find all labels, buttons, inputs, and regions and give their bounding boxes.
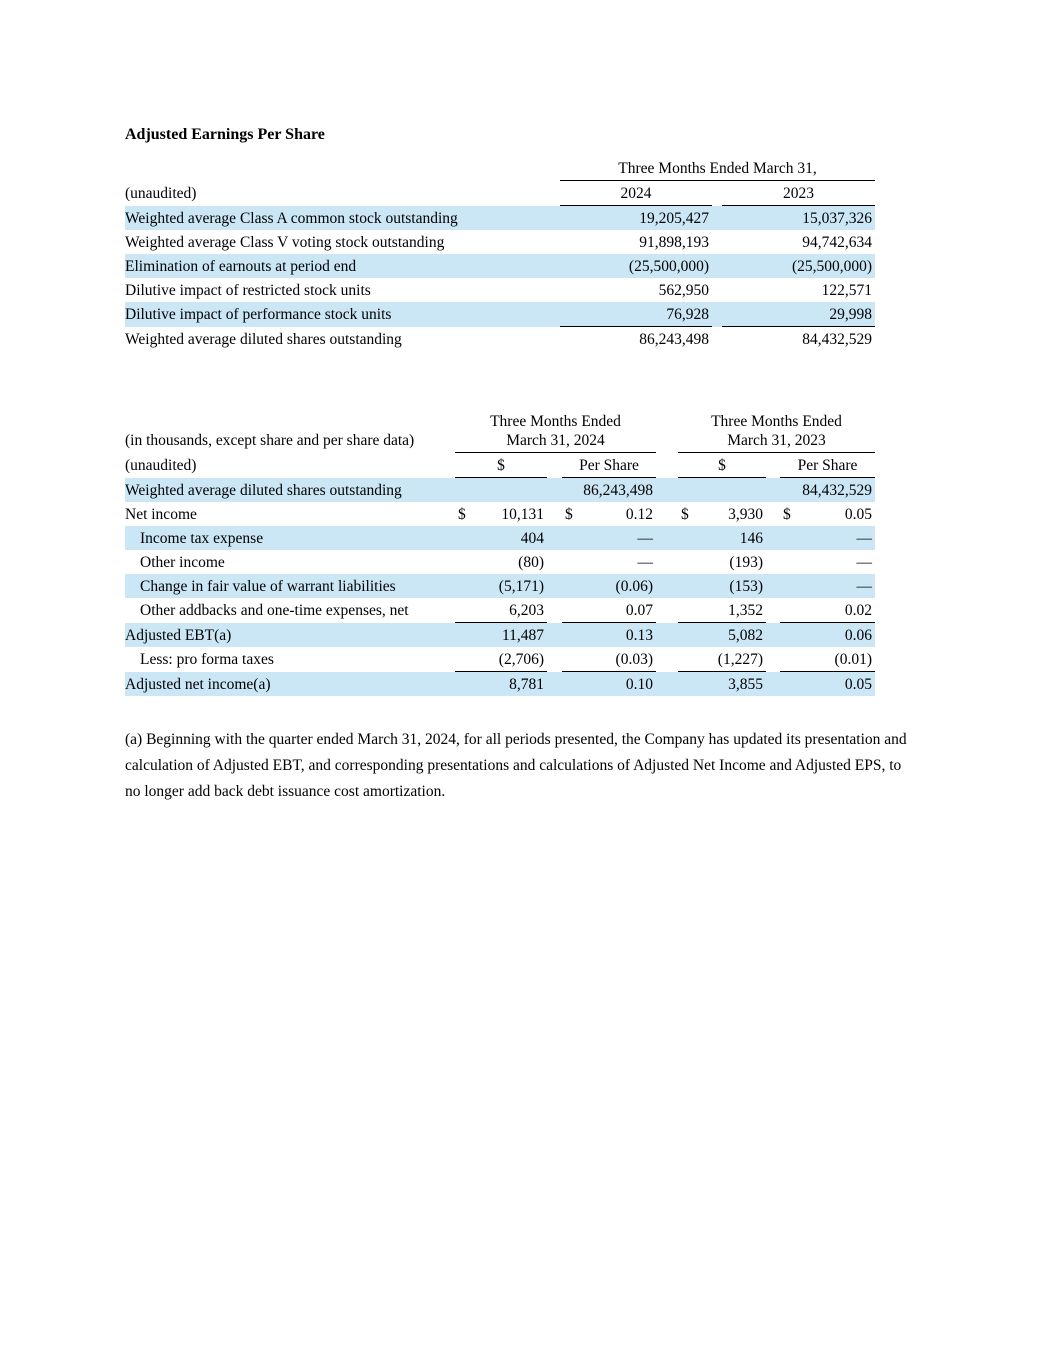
row-label: Less: pro forma taxes [140,651,274,668]
column-gap [547,526,562,550]
per-share-2023: — [856,553,872,571]
group-gap [656,672,678,697]
amount-2024: (5,171) [471,574,547,598]
group-gap [656,647,678,672]
row-label: Weighted average diluted shares outstanding [125,330,402,348]
column-gap [712,302,722,327]
column-gap [766,550,780,574]
column-gap [712,181,722,206]
per-share-2023: 0.05 [844,505,872,523]
column-gap [766,623,780,648]
column-gap [547,672,562,697]
dollar-sign [455,550,471,574]
row-label: Dilutive impact of performance stock units [125,302,560,327]
group-gap [656,478,678,503]
per-share-2024: — [637,553,653,571]
table-row [125,502,875,526]
group-gap [656,453,678,478]
dollar-sign [678,598,694,623]
document-content [125,126,915,805]
section-title: Adjusted Earnings Per Share [125,126,325,143]
row-label: Adjusted EBT(a) [125,623,455,648]
per-share-2023: 0.05 [796,672,875,697]
value-2023: 122,571 [821,281,873,299]
dollar-sign [780,672,796,697]
group-gap [656,598,678,623]
period-header: Three Months Ended March 31, [560,156,875,181]
table-row [125,478,875,503]
column-gap [766,453,780,478]
per-share-2024: — [578,526,656,550]
group-header-2024 [455,409,656,453]
column-gap [547,550,562,574]
column-gap [766,526,780,550]
column-gap [766,574,780,598]
table-row [125,206,875,231]
value-2023: 94,742,634 [802,233,873,251]
amount-2023: 3,855 [694,672,766,697]
amount-2024: 8,781 [471,672,547,697]
value-2024: (25,500,000) [560,254,712,278]
shares-value-2023: 84,432,529 [678,478,875,503]
adjusted-eps-table [125,409,875,696]
per-share-2024: (0.03) [578,647,656,672]
dollar-sign [780,526,796,550]
dollar-sign [780,647,796,672]
group-header-2023 [678,409,875,453]
amount-2024: (2,706) [471,647,547,672]
column-gap [712,230,722,254]
dollar-sign [455,598,471,623]
column-gap [712,327,722,352]
dollar-sign [562,574,578,598]
row-label: Other addbacks and one-time expenses, net [140,602,409,619]
dollar-sign [678,647,694,672]
amount-2023: (153) [694,574,766,598]
row-label: Other income [140,553,225,571]
unaudited-label: (unaudited) [125,457,197,474]
column-gap [547,647,562,672]
per-share-2024: 0.07 [578,598,656,623]
value-2023: (25,500,000) [722,254,875,278]
per-share-column-header: Per Share [562,453,656,478]
group-gap [656,623,678,648]
table-row [125,327,875,352]
value-2024: 76,928 [560,302,712,327]
group-gap [656,502,678,526]
row-label: Weighted average Class V voting stock outstanding [125,233,445,251]
dollar-sign [562,550,578,574]
table-row [125,574,875,598]
value-2023: 29,998 [722,302,875,327]
dollar-sign [562,672,578,697]
value-2024: 86,243,498 [639,330,709,348]
amount-2023: (193) [729,553,763,571]
table-row [125,278,875,302]
row-label: Net income [125,505,197,523]
dollar-sign [678,550,694,574]
column-gap [766,672,780,697]
dollar-column-header: $ [678,453,766,478]
per-share-2024: 0.12 [625,505,653,523]
amount-2023: 1,352 [694,598,766,623]
per-share-column-header: Per Share [780,453,875,478]
per-share-2023: — [796,574,875,598]
dollar-sign [780,550,796,574]
dollar-sign [780,623,796,648]
dollar-sign: $ [458,505,466,523]
column-gap [712,206,722,231]
column-gap [766,647,780,672]
dollar-sign: $ [681,505,689,523]
per-share-2023: (0.01) [796,647,875,672]
table-row [125,302,875,327]
table-row [125,254,875,278]
units-label: (in thousands, except share and per share data) [125,432,415,449]
per-share-2024: 0.10 [578,672,656,697]
row-label: Income tax expense [125,526,455,550]
column-gap [712,278,722,302]
column-gap [547,453,562,478]
group-header-row [125,409,875,453]
group-header-line1: Three Months Ended [711,412,842,430]
amount-2024: 10,131 [501,505,544,523]
column-gap [547,502,562,526]
table-row [125,550,875,574]
row-label: Elimination of earnouts at period end [125,254,560,278]
dollar-sign: $ [783,505,791,523]
subheader-row [125,453,875,478]
per-share-2023: 0.02 [796,598,875,623]
value-2023: 15,037,326 [722,206,875,231]
dollar-sign [455,574,471,598]
dollar-sign [562,647,578,672]
value-2024: 562,950 [658,281,709,299]
per-share-2023: 0.06 [796,623,875,648]
amount-2023: 5,082 [694,623,766,648]
column-gap [766,502,780,526]
per-share-2023: — [796,526,875,550]
amount-2024: 6,203 [471,598,547,623]
dollar-column-header: $ [455,453,547,478]
group-header-line1: Three Months Ended [490,412,621,430]
period-header-row [125,156,875,181]
column-gap [547,574,562,598]
group-gap [656,409,678,453]
dollar-sign [562,598,578,623]
table-row [125,623,875,648]
table-row [125,230,875,254]
footnote: (a) Beginning with the quarter ended March 31, 2024, for all periods presented, the Company has updated its presentation and calculation of Adjusted EBT, and corresponding presentations and calculations of Adjusted Net Income and Adjusted EPS, to no longer add back debt issuance cost amortization. [125,731,907,800]
amount-2024: (80) [518,553,544,571]
dollar-sign [678,672,694,697]
column-gap [547,598,562,623]
dollar-sign [455,672,471,697]
column-gap [712,254,722,278]
spacer-cell [125,156,560,181]
value-2023: 84,432,529 [802,330,873,348]
dollar-sign [455,647,471,672]
dollar-sign [562,623,578,648]
row-label: Weighted average diluted shares outstanding [125,478,455,503]
dollar-sign [562,526,578,550]
shares-value-2024: 86,243,498 [455,478,656,503]
group-gap [656,526,678,550]
dollar-sign [455,623,471,648]
group-header-line2: March 31, 2023 [727,431,826,449]
dollar-sign [678,574,694,598]
value-2024: 91,898,193 [639,233,709,251]
dollar-sign: $ [565,505,573,523]
dollar-sign [678,526,694,550]
amount-2023: 3,930 [728,505,763,523]
row-label: Weighted average Class A common stock outstanding [125,206,560,231]
column-gap [766,598,780,623]
row-label: Adjusted net income(a) [125,672,455,697]
row-label: Dilutive impact of restricted stock units [125,281,371,299]
per-share-2024: 0.13 [578,623,656,648]
column-gap [547,623,562,648]
dollar-sign [780,574,796,598]
group-header-line2: March 31, 2024 [506,431,605,449]
value-2024: 19,205,427 [560,206,712,231]
amount-2023: (1,227) [694,647,766,672]
row-label: Change in fair value of warrant liabilities [125,574,455,598]
dollar-sign [780,598,796,623]
unaudited-label: (unaudited) [125,185,197,202]
dollar-sign [678,623,694,648]
year-header-row [125,181,875,206]
table-row [125,647,875,672]
table-row [125,598,875,623]
table-row [125,526,875,550]
amount-2023: 146 [694,526,766,550]
amount-2024: 11,487 [471,623,547,648]
per-share-2024: (0.06) [578,574,656,598]
year-header-2024: 2024 [560,181,712,206]
weighted-shares-table [125,156,875,351]
year-header-2023: 2023 [722,181,875,206]
dollar-sign [455,526,471,550]
group-gap [656,550,678,574]
amount-2024: 404 [471,526,547,550]
group-gap [656,574,678,598]
table-row [125,672,875,697]
